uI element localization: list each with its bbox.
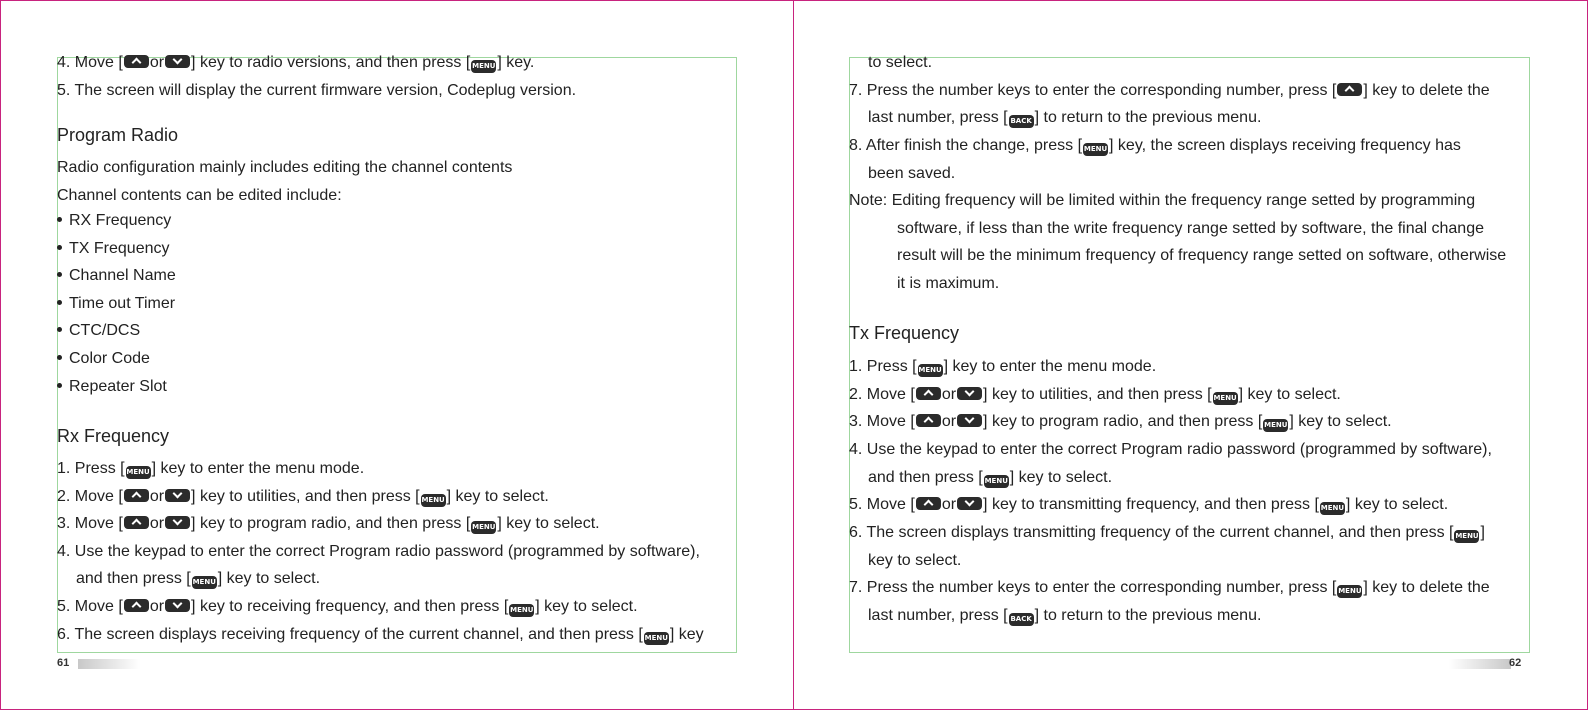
- line-text: Radio configuration mainly includes editing the channel contents: [57, 159, 513, 176]
- bullet-item: [57, 377, 167, 397]
- line-text: and then press [: [76, 570, 191, 587]
- text-line: [897, 274, 999, 294]
- line-text: 6. The screen displays transmitting frequency of the current channel, and then press [: [849, 524, 1454, 541]
- menu-key-icon: MENU: [192, 576, 217, 589]
- text-line: [849, 136, 1461, 156]
- line-text: Color Code: [69, 350, 150, 367]
- line-text: or: [941, 496, 957, 513]
- bullet-icon: [57, 327, 62, 332]
- line-text: result will be the minimum frequency of frequency range setted on software, otherwise: [897, 247, 1507, 264]
- line-text: 5. The screen will display the current firmware version, Codeplug version.: [57, 82, 577, 99]
- bullet-icon: [57, 355, 62, 360]
- line-text: 1. Press [: [57, 460, 125, 477]
- line-text: ] key: [669, 626, 704, 643]
- down-arrow-key-icon: [165, 599, 190, 612]
- down-arrow-key-icon: [165, 516, 190, 529]
- line-text: ] key, the screen displays receiving frequency has: [1109, 137, 1461, 154]
- down-arrow-key-icon: [165, 489, 190, 502]
- text-line: [849, 523, 1485, 543]
- menu-key-icon: MENU: [1213, 392, 1238, 405]
- line-text: ]: [1480, 524, 1485, 541]
- text-line: [849, 578, 1490, 598]
- line-text: ] key to receiving frequency, and then press [: [191, 598, 509, 615]
- text-line: [57, 186, 342, 206]
- line-text: 2. Move [: [849, 386, 915, 403]
- line-text: Repeater Slot: [69, 378, 167, 395]
- up-arrow-key-icon: [1337, 83, 1362, 96]
- line-text: ] key to enter the menu mode.: [151, 460, 365, 477]
- line-text: or: [149, 54, 165, 71]
- line-text: 4. Use the keypad to enter the correct Program radio password (programmed by software),: [849, 441, 1492, 458]
- line-text: ] key to program radio, and then press [: [191, 515, 471, 532]
- up-arrow-key-icon: [916, 414, 941, 427]
- line-text: ] key to delete the: [1363, 579, 1490, 596]
- line-text: RX Frequency: [69, 212, 172, 229]
- line-text: 7. Press the number keys to enter the corresponding number, press [: [849, 579, 1337, 596]
- line-text: ] key to select.: [446, 488, 549, 505]
- text-line: [849, 495, 1448, 515]
- down-arrow-key-icon: [957, 414, 982, 427]
- line-text: last number, press [: [868, 109, 1008, 126]
- line-text: Program Radio: [57, 125, 179, 145]
- text-line: [849, 385, 1341, 405]
- line-text: CTC/DCS: [69, 322, 141, 339]
- menu-key-icon: MENU: [1454, 530, 1479, 543]
- down-arrow-key-icon: [165, 55, 190, 68]
- bullet-item: [57, 294, 175, 314]
- bullet-item: [57, 349, 150, 369]
- line-text: 3. Move [: [849, 413, 915, 430]
- line-text: Rx Frequency: [57, 426, 170, 446]
- text-line: [868, 53, 932, 73]
- line-text: 7. Press the number keys to enter the corresponding number, press [: [849, 82, 1337, 99]
- line-text: 4. Move [: [57, 54, 123, 71]
- text-line: [76, 569, 320, 589]
- line-text: to select.: [868, 54, 933, 71]
- line-text: ] to return to the previous menu.: [1034, 109, 1262, 126]
- page-number-right: 62: [1509, 657, 1522, 669]
- text-line: [868, 468, 1112, 488]
- text-line: [849, 81, 1490, 101]
- text-line: [868, 164, 955, 184]
- line-text: ] key to utilities, and then press [: [191, 488, 420, 505]
- line-text: key to select.: [868, 552, 962, 569]
- text-line: [868, 108, 1261, 128]
- text-line: [57, 53, 534, 73]
- page-number-left: 61: [57, 657, 70, 669]
- menu-key-icon: MENU: [126, 466, 151, 479]
- menu-key-icon: MENU: [1263, 419, 1288, 432]
- bullet-icon: [57, 383, 62, 388]
- text-line: [868, 606, 1261, 626]
- line-text: been saved.: [868, 165, 956, 182]
- section-heading: [849, 323, 959, 343]
- up-arrow-key-icon: [916, 497, 941, 510]
- bullet-item: [57, 266, 176, 286]
- up-arrow-key-icon: [916, 387, 941, 400]
- text-line: [57, 81, 576, 101]
- up-arrow-key-icon: [124, 599, 149, 612]
- line-text: Channel contents can be edited include:: [57, 187, 342, 204]
- menu-key-icon: MENU: [644, 632, 669, 645]
- line-text: ] key to select.: [1345, 496, 1449, 513]
- text-line: [849, 357, 1156, 377]
- text-line: [849, 412, 1392, 432]
- menu-key-icon: MENU: [1320, 502, 1345, 515]
- line-text: Channel Name: [69, 267, 176, 284]
- menu-key-icon: MENU: [421, 494, 446, 507]
- line-text: TX Frequency: [69, 240, 170, 257]
- text-line: [57, 597, 638, 617]
- up-arrow-key-icon: [124, 55, 149, 68]
- back-key-icon: BACK: [1009, 613, 1034, 626]
- menu-key-icon: MENU: [1083, 143, 1108, 156]
- line-text: 4. Use the keypad to enter the correct Program radio password (programmed by software),: [57, 543, 700, 560]
- line-text: ] key to select.: [1238, 386, 1341, 403]
- text-line: [57, 487, 549, 507]
- line-text: ] key to select.: [535, 598, 638, 615]
- up-arrow-key-icon: [124, 489, 149, 502]
- left-text-frame: [57, 57, 737, 653]
- text-line: [57, 514, 600, 534]
- down-arrow-key-icon: [957, 497, 982, 510]
- bullet-icon: [57, 300, 62, 305]
- line-text: Tx Frequency: [849, 323, 960, 343]
- text-line: [897, 219, 1484, 239]
- line-text: 1. Press [: [849, 358, 917, 375]
- line-text: ] to return to the previous menu.: [1034, 607, 1262, 624]
- line-text: ] key.: [497, 54, 535, 71]
- line-text: or: [941, 386, 957, 403]
- menu-key-icon: MENU: [471, 60, 496, 73]
- bullet-icon: [57, 217, 62, 222]
- menu-key-icon: MENU: [918, 364, 943, 377]
- line-text: and then press [: [868, 469, 983, 486]
- line-text: 5. Move [: [849, 496, 915, 513]
- bullet-icon: [57, 245, 62, 250]
- bullet-item: [57, 321, 140, 341]
- line-text: 8. After finish the change, press [: [849, 137, 1083, 154]
- bullet-item: [57, 211, 171, 231]
- bullet-item: [57, 239, 169, 259]
- bullet-icon: [57, 272, 62, 277]
- menu-key-icon: MENU: [509, 604, 534, 617]
- down-arrow-key-icon: [957, 387, 982, 400]
- line-text: Time out Timer: [69, 295, 176, 312]
- menu-key-icon: MENU: [984, 475, 1009, 488]
- line-text: 3. Move [: [57, 515, 123, 532]
- line-text: or: [149, 598, 165, 615]
- line-text: ] key to delete the: [1363, 82, 1490, 99]
- text-line: [849, 191, 1475, 211]
- line-text: ] key to transmitting frequency, and then press [: [983, 496, 1319, 513]
- line-text: 6. The screen displays receiving frequency of the current channel, and then press [: [57, 626, 643, 643]
- line-text: Note: Editing frequency will be limited within the frequency range setted by programming: [849, 192, 1476, 209]
- line-text: or: [149, 515, 165, 532]
- line-text: ] key to enter the menu mode.: [943, 358, 1157, 375]
- line-text: software, if less than the write frequency range setted by software, the final change: [897, 220, 1484, 237]
- line-text: ] key to utilities, and then press [: [983, 386, 1212, 403]
- line-text: ] key to select.: [497, 515, 600, 532]
- line-text: 5. Move [: [57, 598, 123, 615]
- text-line: [868, 551, 961, 571]
- text-line: [57, 542, 700, 562]
- text-line: [57, 625, 704, 645]
- text-line: [57, 158, 512, 178]
- page-number-bar-right: [1449, 659, 1511, 669]
- line-text: ] key to program radio, and then press [: [983, 413, 1263, 430]
- line-text: 2. Move [: [57, 488, 123, 505]
- section-heading: [57, 125, 178, 145]
- page-number-bar-left: [78, 659, 140, 669]
- menu-key-icon: MENU: [471, 521, 496, 534]
- line-text: or: [941, 413, 957, 430]
- text-line: [849, 440, 1492, 460]
- up-arrow-key-icon: [124, 516, 149, 529]
- line-text: it is maximum.: [897, 275, 1000, 292]
- text-line: [897, 246, 1506, 266]
- line-text: ] key to select.: [1289, 413, 1392, 430]
- text-line: [57, 459, 364, 479]
- line-text: last number, press [: [868, 607, 1008, 624]
- line-text: ] key to select.: [217, 570, 321, 587]
- line-text: ] key to select.: [1009, 469, 1113, 486]
- line-text: or: [149, 488, 165, 505]
- section-heading: [57, 426, 169, 446]
- menu-key-icon: MENU: [1337, 585, 1362, 598]
- line-text: ] key to radio versions, and then press [: [191, 54, 471, 71]
- back-key-icon: BACK: [1009, 115, 1034, 128]
